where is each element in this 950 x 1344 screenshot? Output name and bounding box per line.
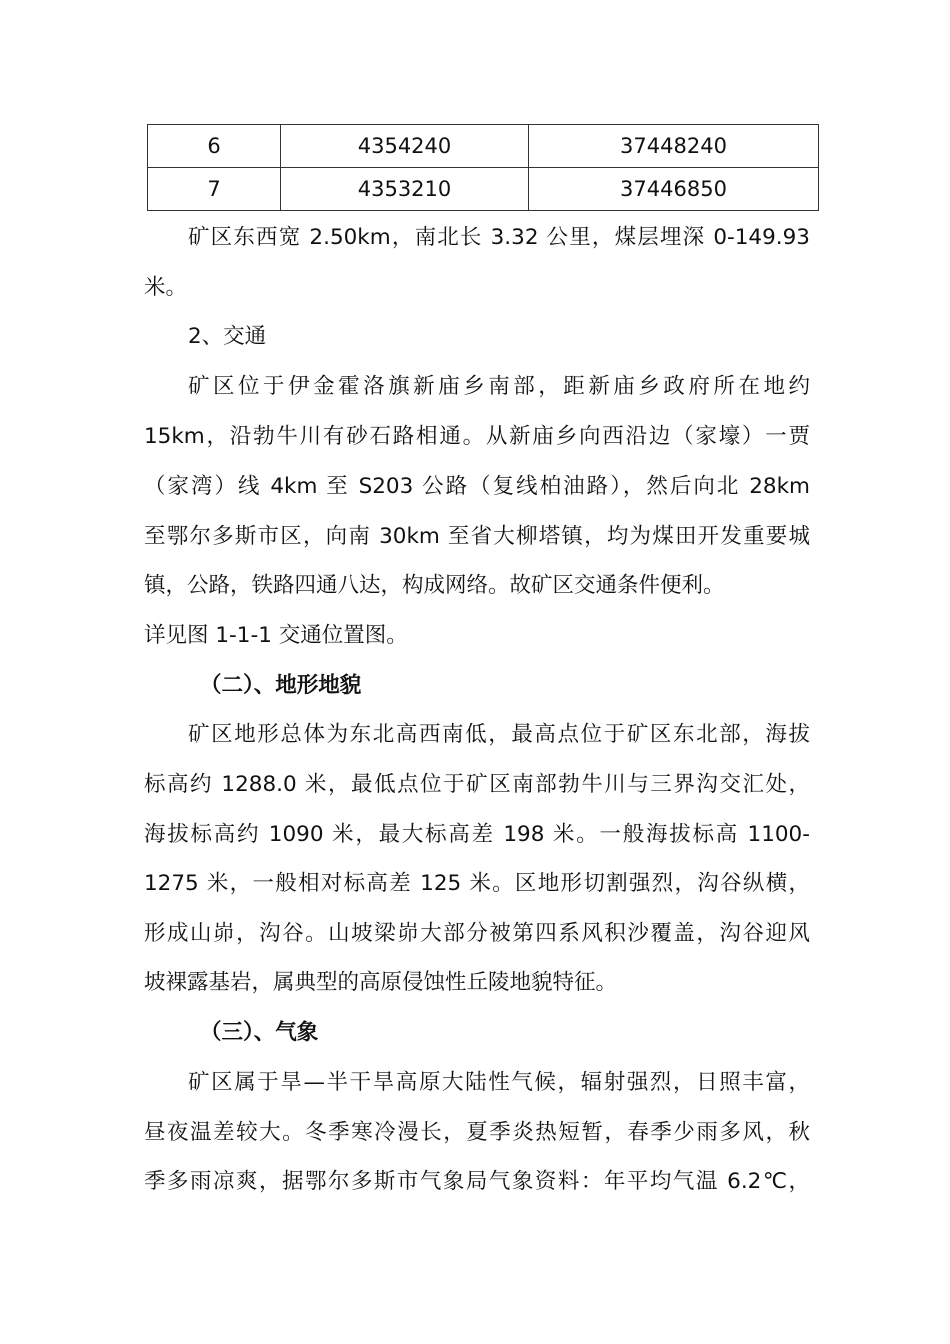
paragraph-line: 矿区东西宽 2.50km，南北长 3.32 公里，煤层埋深 0-149.93 — [188, 225, 810, 250]
table-cell-point: 7 — [148, 168, 281, 211]
section-item-title: 2、交通 — [188, 324, 267, 349]
table-cell-point: 6 — [148, 125, 281, 168]
paragraph-line: 至鄂尔多斯市区，向南 30km 至省大柳塔镇，均为煤田开发重要城 — [144, 524, 810, 549]
table-row — [148, 125, 819, 168]
paragraph-line: 矿区属于旱—半干旱高原大陆性气候，辐射强烈，日照丰富， — [188, 1070, 810, 1095]
table-cell-x: 4353210 — [281, 168, 529, 211]
paragraph-line: 形成山峁，沟谷。山坡梁峁大部分被第四系风积沙覆盖，沟谷迎风 — [144, 921, 810, 946]
paragraph-line: 镇，公路，铁路四通八达，构成网络。故矿区交通条件便利。 — [144, 573, 725, 598]
paragraph-line: 季多雨凉爽，据鄂尔多斯市气象局气象资料：年平均气温 6.2℃， — [144, 1169, 810, 1194]
paragraph-line: 昼夜温差较大。冬季寒冷漫长，夏季炎热短暂，春季少雨多风，秋 — [144, 1120, 810, 1145]
paragraph-line: 1275 米，一般相对标高差 125 米。区地形切割强烈，沟谷纵横， — [144, 871, 810, 896]
paragraph-line: 15km，沿勃牛川有砂石路相通。从新庙乡向西沿边（家壕）一贾 — [144, 424, 810, 449]
table-cell-x: 4354240 — [281, 125, 529, 168]
table-cell-y: 37448240 — [529, 125, 819, 168]
table-cell-y: 37446850 — [529, 168, 819, 211]
paragraph-line: 矿区位于伊金霍洛旗新庙乡南部，距新庙乡政府所在地约 — [188, 374, 810, 399]
paragraph-line: 米。 — [144, 275, 188, 300]
paragraph-line: 矿区地形总体为东北高西南低，最高点位于矿区东北部，海拔 — [188, 722, 810, 747]
section-heading: （二）、地形地貌 — [200, 673, 362, 698]
paragraph-line: 海拔标高约 1090 米，最大标高差 198 米。一般海拔标高 1100- — [144, 822, 810, 847]
paragraph-line: （家湾）线 4km 至 S203 公路（复线柏油路），然后向北 28km — [144, 474, 810, 499]
paragraph-line: 坡裸露基岩，属典型的高原侵蚀性丘陵地貌特征。 — [144, 970, 618, 995]
table-row — [148, 168, 819, 211]
section-heading: （三）、气象 — [200, 1020, 319, 1045]
coordinate-table — [147, 124, 819, 211]
paragraph-line: 标高约 1288.0 米，最低点位于矿区南部勃牛川与三界沟交汇处， — [144, 772, 810, 797]
figure-reference: 详见图 1-1-1 交通位置图。 — [144, 623, 408, 648]
